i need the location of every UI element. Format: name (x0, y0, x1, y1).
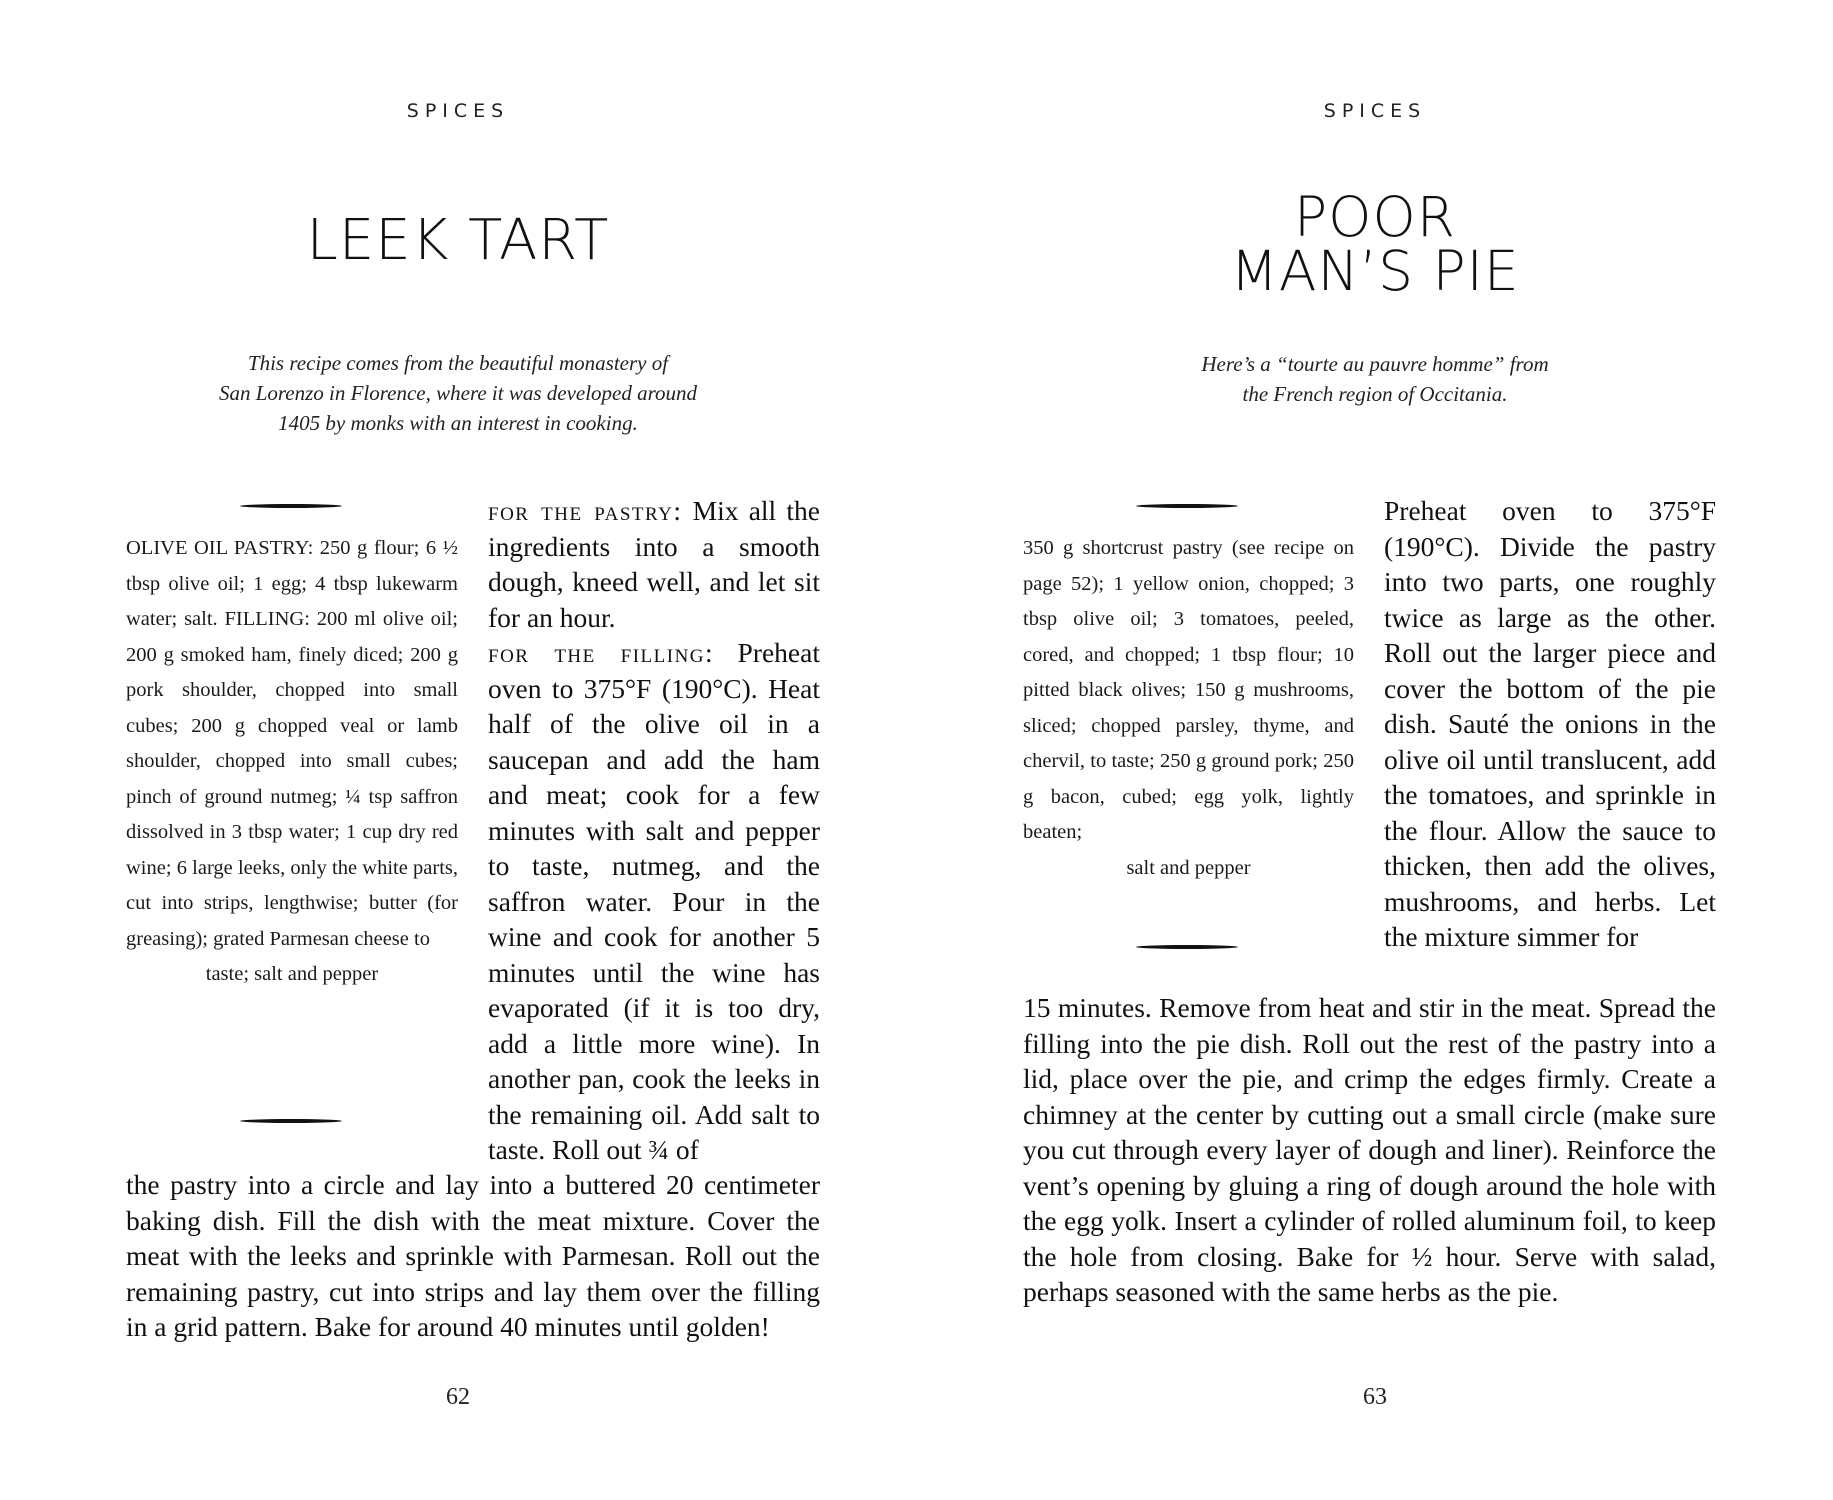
left-page (0, 0, 916, 1500)
title-line: POOR (1294, 185, 1456, 249)
intro-line: 1405 by monks with an interest in cooking. (278, 411, 638, 435)
step-text: Mix all the ingredients into a smooth dough, kneed well, and let sit for an hour. (488, 495, 820, 633)
recipe-title: LEEK TART (306, 208, 610, 273)
ingredients-last-line: salt and pepper (1126, 856, 1251, 879)
running-head: SPICES (1323, 100, 1427, 122)
intro-line: This recipe comes from the beautiful monastery of (247, 351, 669, 375)
right-page (917, 0, 1833, 1500)
recipe-intro (0, 348, 916, 438)
filling-step (488, 635, 820, 1168)
recipe-title (917, 185, 1833, 303)
running-head: SPICES (406, 100, 510, 122)
method-column (488, 493, 820, 1168)
ingredients-last-line: taste; salt and pepper (205, 963, 379, 985)
page-number: 62 (446, 1384, 470, 1410)
bottom-divider-rule (1136, 945, 1238, 949)
pastry-step (488, 493, 820, 635)
intro-line: Here’s a “tourte au pauvre homme” from (1201, 352, 1549, 376)
ingredients-text: 350 g shortcrust pastry (see recipe on page 52); 1 yellow onion, chopped; 3 tbsp olive oil; 3 tomatoes, peeled, cored, and chopped; 1 tbsp flour; 10 pitted black olives; 150 g mushrooms, sliced; chopped parsley, thyme, and chervil, to taste; 250 g ground pork; 250 g bacon, cubed; egg yolk, lightly beaten; (1023, 537, 1354, 843)
top-divider-rule (240, 504, 342, 508)
top-divider-rule (1136, 504, 1238, 508)
ingredients-list (1023, 531, 1354, 886)
method-continuation: 15 minutes. Remove from heat and stir in the meat. Spread the filling into the pie dish. Roll out the rest of the pastry into a lid, place over the pie, and crimp the edges firmly. Create a chimney at the center by cutting out a small circle (make sure you cut through every layer of dough and liner). Reinforce the vent’s opening by gluing a ring of dough around the hole with the egg yolk. Insert a cylinder of rolled aluminum foil, to keep the hole from closing. Bake for ½ hour. Serve with salad, perhaps seasoned with the same herbs as the pie. (1023, 992, 1716, 1307)
bottom-divider-rule (240, 1119, 342, 1123)
step-label: for the pastry: (488, 495, 683, 526)
title-line: MAN’S PIE (1230, 239, 1520, 303)
ingredients-list (126, 531, 458, 993)
intro-line: San Lorenzo in Florence, where it was developed around (218, 381, 698, 405)
page-number: 63 (1363, 1384, 1387, 1410)
intro-line: the French region of Occitania. (1242, 382, 1508, 406)
ingredients-text: OLIVE OIL PASTRY: 250 g flour; 6 ½ tbsp olive oil; 1 egg; 4 tbsp lukewarm water; salt. FILLING: 200 ml olive oil; 200 g smoked ham, finely diced; 200 g pork shoulder, chopped into small cubes; 200 g chopped veal or lamb shoulder, chopped into small cubes; pinch of ground nutmeg; ¼ tsp saffron dissolved in 3 tbsp water; 1 cup dry red wine; 6 large leeks, only the white parts, cut into strips, lengthwise; butter (for greasing); grated Parmesan cheese to (126, 537, 458, 950)
step-label: for the filling: (488, 637, 715, 668)
recipe-intro (917, 349, 1833, 409)
step-text: Preheat oven to 375°F (190°C). Heat half of the olive oil in a saucepan and add the ham and meat; cook for a few minutes with salt and pepper to taste, nutmeg, and the saffron water. Pour in the wine and cook for another 5 minutes until the wine has evaporated (if it is too dry, add a little more wine). In another pan, cook the leeks in the remaining oil. Add salt to taste. Roll out ¾ of (488, 637, 820, 1165)
method-column: Preheat oven to 375°F (190°C). Divide the pastry into two parts, one roughly twice as large as the other. Roll out the larger piece and cover the bottom of the pie dish. Sauté the onions in the olive oil until translucent, add the tomatoes, and sprinkle in the flour. Allow the sauce to thicken, then add the olives, mushrooms, and herbs. Let the mixture simmer for (1384, 495, 1716, 952)
method-continuation: the pastry into a circle and lay into a buttered 20 centimeter baking dish. Fill the dish with the meat mixture. Cover the meat with the leeks and sprinkle with Parmesan. Roll out the remaining pastry, cut into strips and lay them over the filling in a grid pattern. Bake for around 40 minutes until golden! (126, 1169, 820, 1342)
